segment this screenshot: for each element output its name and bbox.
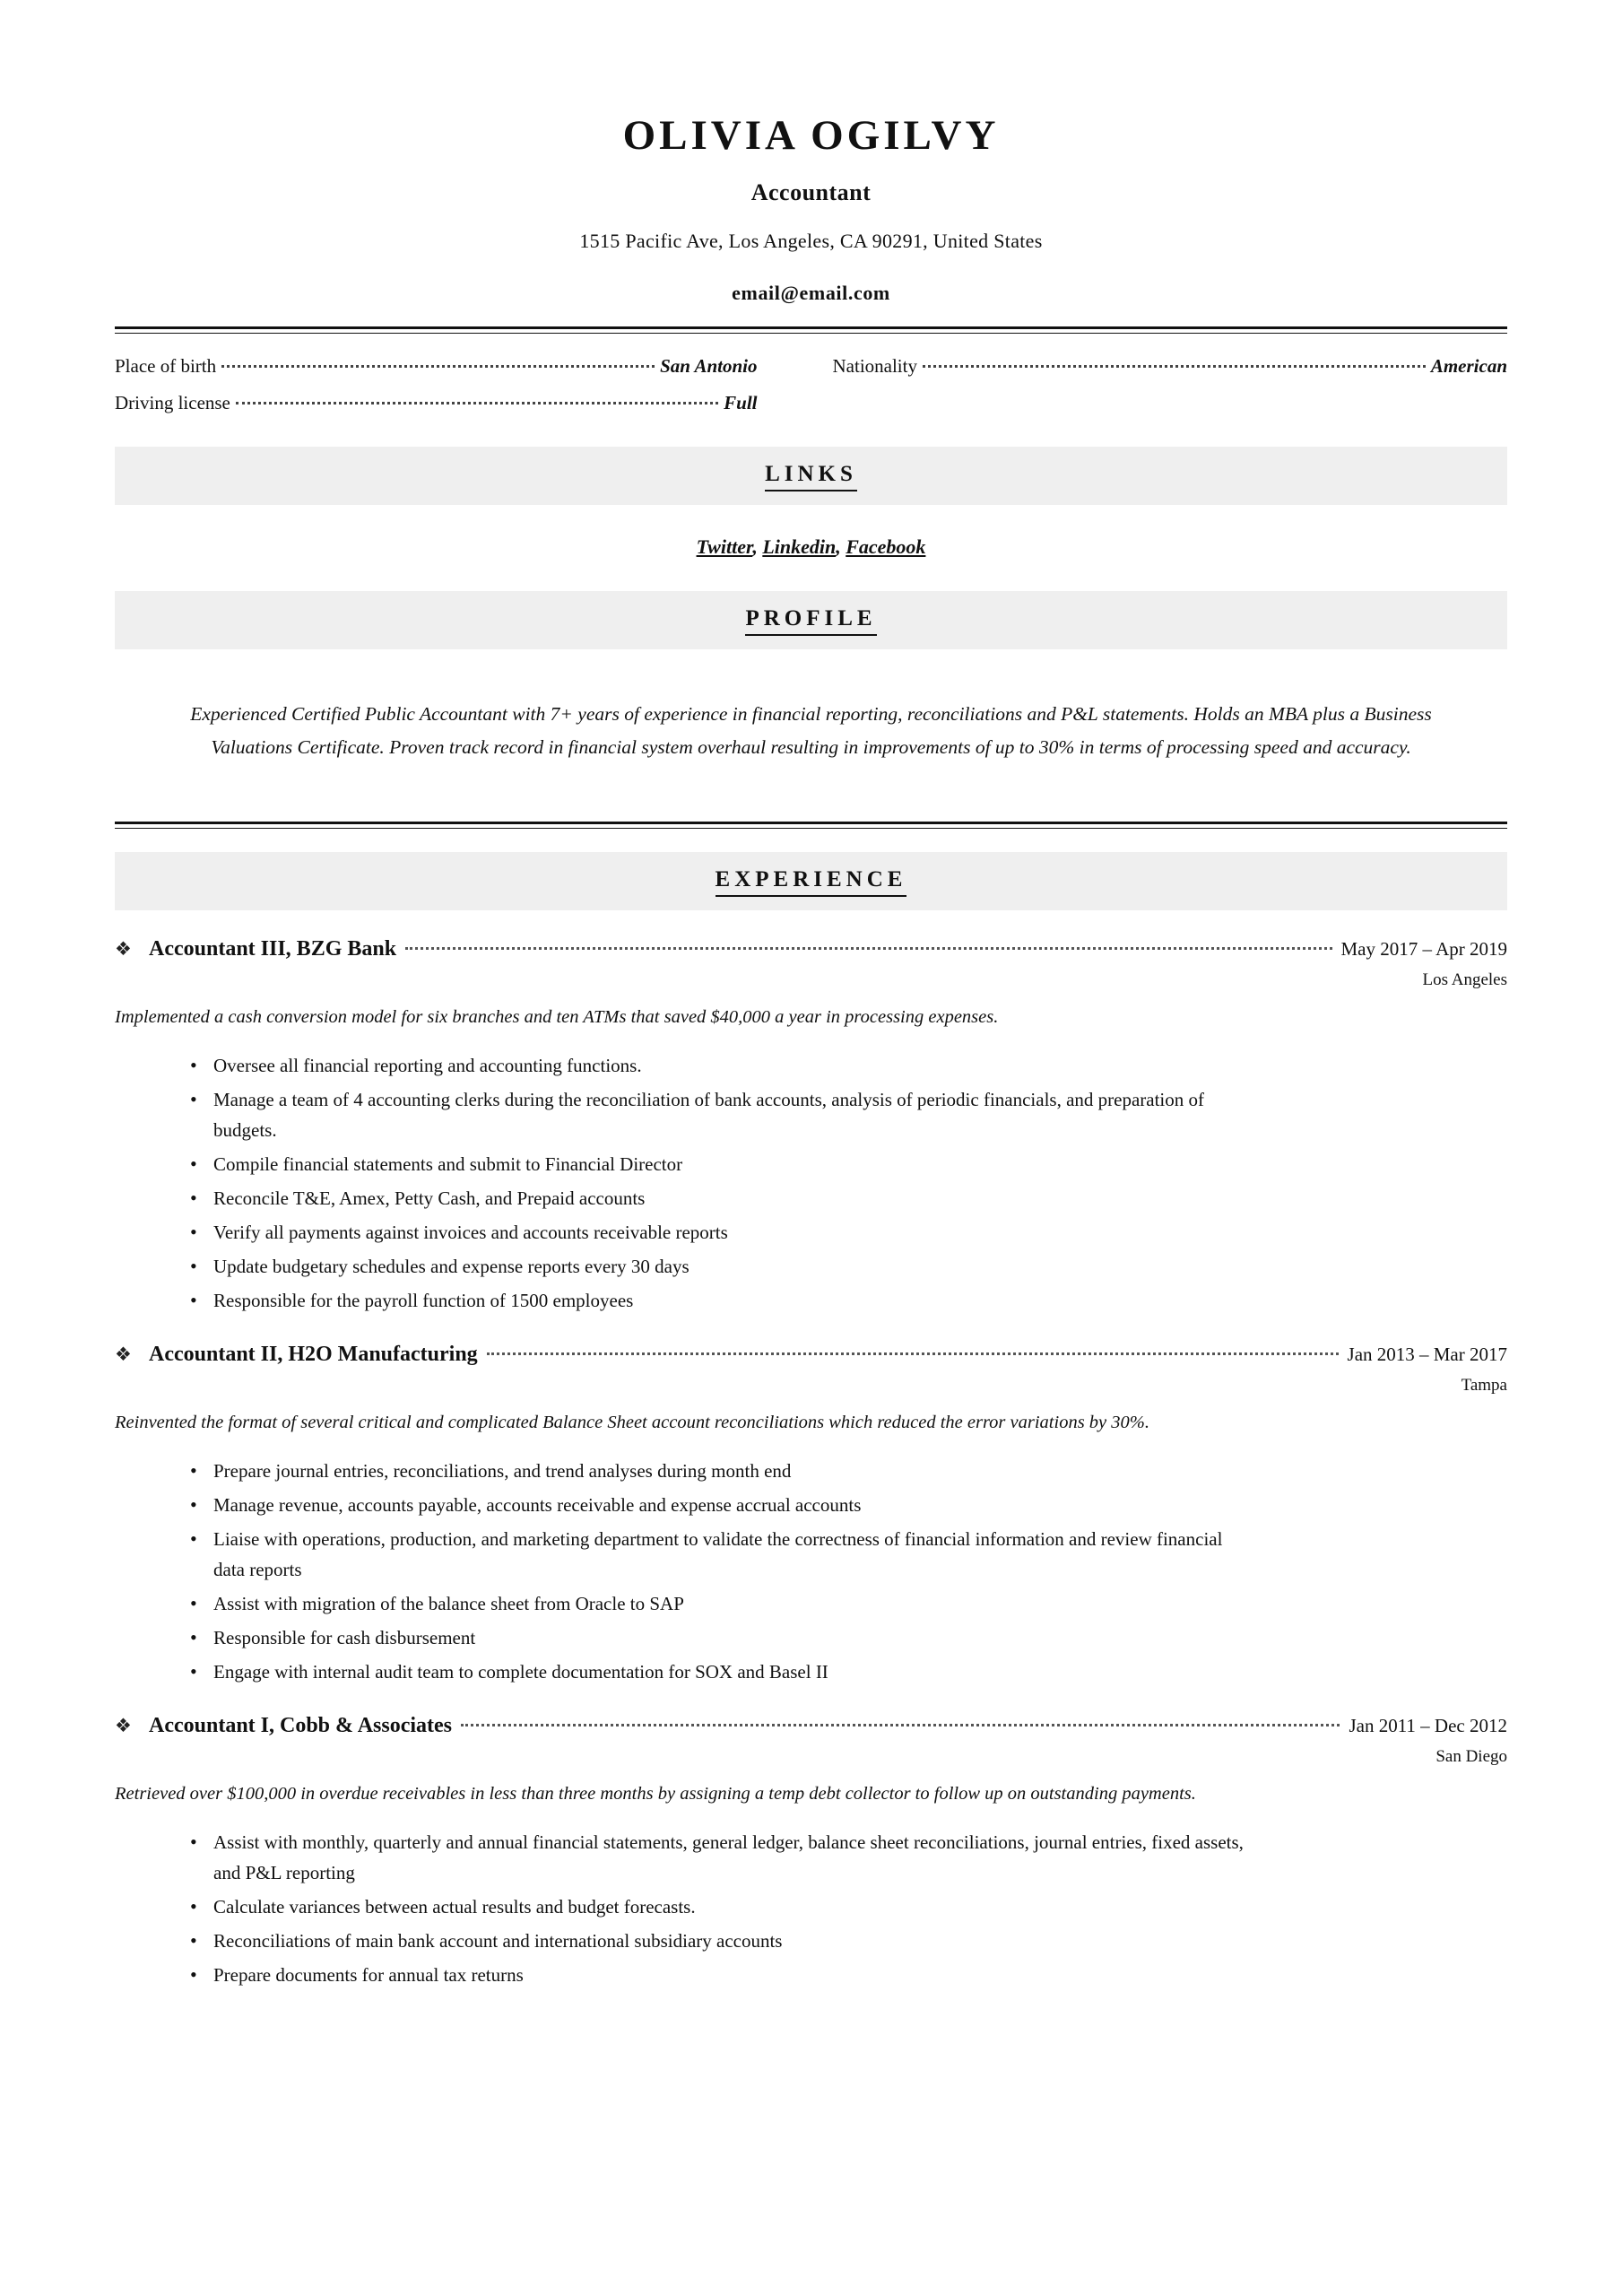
diamond-icon: ❖ — [115, 1343, 132, 1365]
list-item: • Reconcile T&E, Amex, Petty Cash, and Prepaid accounts — [213, 1183, 1245, 1213]
list-item: • Manage revenue, accounts payable, accounts receivable and expense accrual accounts — [213, 1490, 1245, 1520]
job-title: Accountant — [750, 179, 872, 205]
section-title: EXPERIENCE — [716, 867, 907, 897]
list-item: • Prepare journal entries, reconciliations, and trend analyses during month end — [213, 1456, 1245, 1486]
list-item: • Assist with migration of the balance sheet from Oracle to SAP — [213, 1588, 1245, 1619]
experience-city: Los Angeles — [1422, 970, 1507, 989]
experience-heading — [115, 937, 1507, 961]
links-separator: , — [752, 535, 763, 558]
detail-nationality — [833, 357, 1508, 376]
experience-bullets — [115, 1456, 1507, 1687]
section-header-links — [115, 447, 1507, 505]
experience-item — [115, 1714, 1507, 1990]
personal-details-right — [811, 357, 1508, 430]
experience-heading — [115, 1343, 1507, 1367]
list-item: • Prepare documents for annual tax returns — [213, 1960, 1245, 1990]
experience-role: Accountant II, H2O Manufacturing — [149, 1342, 478, 1366]
list-item: • Reconciliations of main bank account and international subsidiary accounts — [213, 1926, 1245, 1956]
section-header-experience — [115, 852, 1507, 910]
list-item: • Engage with internal audit team to complete documentation for SOX and Basel II — [213, 1657, 1245, 1687]
experience-summary: Retrieved over $100,000 in overdue receivables in less than three months by assigning a temp debt collector to follow up on outstanding payments. — [115, 1783, 1196, 1804]
detail-value: San Antonio — [660, 355, 758, 377]
detail-driving-license — [115, 394, 758, 413]
list-item: • Calculate variances between actual results and budget forecasts. — [213, 1892, 1245, 1922]
links-separator: , — [836, 535, 846, 558]
experience-summary: Reinvented the format of several critical and complicated Balance Sheet account reconciliations which reduced the error variations by 30%. — [115, 1412, 1149, 1432]
experience-city: San Diego — [1436, 1746, 1507, 1766]
experience-role: Accountant I, Cobb & Associates — [149, 1713, 453, 1737]
detail-value: American — [1430, 355, 1507, 377]
list-item: • Manage a team of 4 accounting clerks during the reconciliation of bank accounts, analysis of periodic financials, and preparation of budgets. — [213, 1084, 1245, 1145]
header-divider — [115, 326, 1507, 334]
leader-dots — [461, 1724, 1340, 1726]
list-item: • Assist with monthly, quarterly and annual financial statements, general ledger, balance sheet reconciliations, journal entries, fixed assets, and P&L reporting — [213, 1827, 1245, 1888]
detail-label: Driving license — [115, 392, 230, 413]
diamond-icon: ❖ — [115, 937, 132, 960]
email-address[interactable]: email@email.com — [732, 282, 890, 304]
leader-dots — [405, 947, 1331, 950]
profile-text: Experienced Certified Public Accountant with 7+ years of experience in financial reporting, reconciliations and P&L statements. Holds an MBA plus a Business Valuations Certificate. Proven track record in financial system overhaul resulting in improvements of up to 30% in terms of processing speed and accuracy. — [190, 703, 1432, 758]
experience-role: Accountant III, BZG Bank — [149, 936, 397, 961]
experience-item — [115, 937, 1507, 1316]
experience-city: Tampa — [1461, 1375, 1507, 1395]
experience-item — [115, 1343, 1507, 1687]
page-title: OLIVIA OGILVY — [622, 112, 1000, 159]
experience-summary: Implemented a cash conversion model for six branches and ten ATMs that saved $40,000 a year in processing expenses. — [115, 1006, 999, 1027]
experience-dates: Jan 2013 – Mar 2017 — [1347, 1343, 1507, 1365]
experience-dates: May 2017 – Apr 2019 — [1340, 937, 1507, 960]
list-item: • Update budgetary schedules and expense reports every 30 days — [213, 1251, 1245, 1282]
link-linkedin[interactable]: Linkedin — [762, 535, 837, 558]
links-list — [115, 505, 1507, 575]
leader-dots — [236, 402, 718, 404]
experience-heading — [115, 1714, 1507, 1738]
list-item: • Oversee all financial reporting and accounting functions. — [213, 1050, 1245, 1081]
leader-dots — [221, 365, 655, 368]
experience-bullets — [115, 1050, 1507, 1316]
personal-details — [115, 357, 1507, 430]
profile-divider — [115, 822, 1507, 829]
section-title: PROFILE — [745, 606, 876, 636]
list-item: • Compile financial statements and submit to Financial Director — [213, 1149, 1245, 1179]
experience-dates: Jan 2011 – Dec 2012 — [1349, 1714, 1507, 1736]
leader-dots — [923, 365, 1426, 368]
detail-place-of-birth — [115, 357, 758, 376]
leader-dots — [487, 1352, 1339, 1355]
list-item: • Responsible for the payroll function of 1500 employees — [213, 1285, 1245, 1316]
list-item: • Verify all payments against invoices and accounts receivable reports — [213, 1217, 1245, 1248]
personal-details-left — [115, 357, 811, 430]
diamond-icon: ❖ — [115, 1714, 132, 1736]
detail-label: Place of birth — [115, 355, 217, 377]
section-title: LINKS — [765, 462, 857, 491]
list-item: • Responsible for cash disbursement — [213, 1622, 1245, 1653]
experience-bullets — [115, 1827, 1507, 1990]
address-line: 1515 Pacific Ave, Los Angeles, CA 90291, United States — [579, 230, 1043, 252]
section-header-profile — [115, 591, 1507, 649]
list-item: • Liaise with operations, production, and marketing department to validate the correctness of financial information and review financial data reports — [213, 1524, 1245, 1585]
detail-label: Nationality — [832, 355, 917, 377]
link-facebook[interactable]: Facebook — [846, 535, 926, 558]
detail-value: Full — [724, 392, 758, 413]
link-twitter[interactable]: Twitter — [696, 535, 753, 558]
